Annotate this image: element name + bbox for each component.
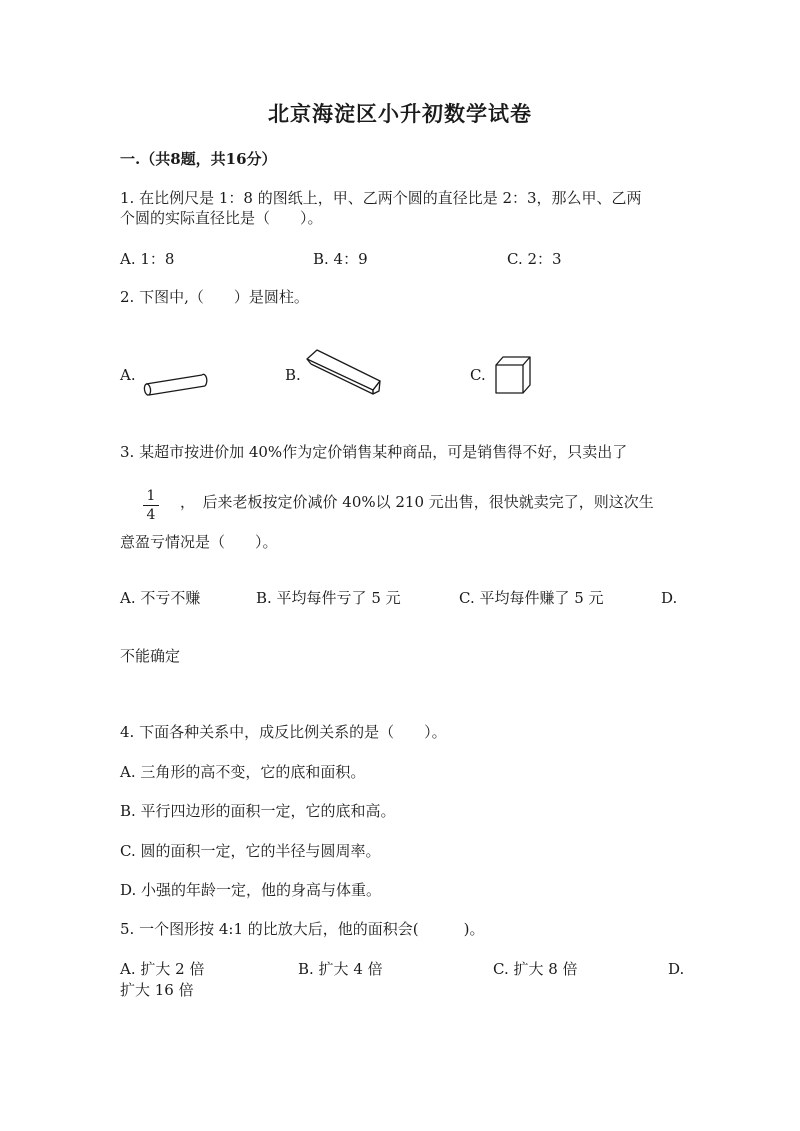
question-1-option-b: B. 4：9 (313, 250, 368, 268)
question-2-label-a: A. (120, 366, 136, 384)
question-2-label-b: B. (285, 366, 301, 384)
fraction-numerator: 1 (146, 488, 156, 504)
question-3-stem-line-1: 3. 某超市按进价加 40%作为定价销售某种商品，可是销售得不好，只卖出了 (120, 443, 628, 461)
question-2-stem: 2. 下图中,（ ）是圆柱。 (120, 288, 309, 306)
page-title: 北京海淀区小升初数学试卷 (268, 101, 532, 126)
question-3-option-c: C. 平均每件赚了 5 元 (459, 589, 604, 607)
question-3-option-d-text: 不能确定 (120, 647, 181, 665)
fraction-bar (143, 505, 159, 506)
question-3-option-d: D. (661, 589, 678, 607)
question-1-stem-line-1: 1. 在比例尺是 1：8 的图纸上，甲、乙两个圆的直径比是 2：3，那么甲、乙两 (120, 189, 642, 207)
question-4-option-b: B. 平行四边形的面积一定，它的底和高。 (120, 802, 396, 820)
question-5-option-d-text: 扩大 16 倍 (120, 981, 194, 999)
question-5-option-c: C. 扩大 8 倍 (493, 960, 578, 978)
question-1-option-c: C. 2：3 (507, 250, 562, 268)
section-heading: 一.（共8题，共16分） (120, 150, 277, 168)
fraction-denominator: 4 (146, 507, 156, 523)
triangular-prism-icon (305, 347, 385, 399)
question-3-option-a: A. 不亏不赚 (120, 589, 201, 607)
question-1-stem-line-2: 个圆的实际直径比是（ ）。 (120, 209, 323, 227)
question-5-stem: 5. 一个图形按 4:1 的比放大后，他的面积会( )。 (120, 920, 485, 938)
question-4-option-a: A. 三角形的高不变，它的底和面积。 (120, 763, 366, 781)
question-3-option-b: B. 平均每件亏了 5 元 (256, 589, 401, 607)
fraction-one-quarter (143, 488, 159, 523)
question-1-option-a: A. 1：8 (120, 250, 175, 268)
question-3-stem-line-3: 意盈亏情况是（ ）。 (120, 533, 278, 551)
question-4-option-d: D. 小强的年龄一定，他的身高与体重。 (120, 881, 382, 899)
question-2-label-c: C. (470, 366, 486, 384)
question-4-option-c: C. 圆的面积一定，它的半径与圆周率。 (120, 842, 381, 860)
question-5-option-b: B. 扩大 4 倍 (298, 960, 383, 978)
question-5-option-a: A. 扩大 2 倍 (120, 960, 205, 978)
cube-icon (494, 355, 532, 395)
question-4-stem: 4. 下面各种关系中，成反比例关系的是（ ）。 (120, 723, 447, 741)
question-3-stem-line-2: ， 后来老板按定价减价 40%以 210 元出售，很快就卖完了，则这次生 (180, 493, 654, 511)
cylinder-icon (144, 372, 210, 398)
question-5-option-d: D. (668, 960, 685, 978)
